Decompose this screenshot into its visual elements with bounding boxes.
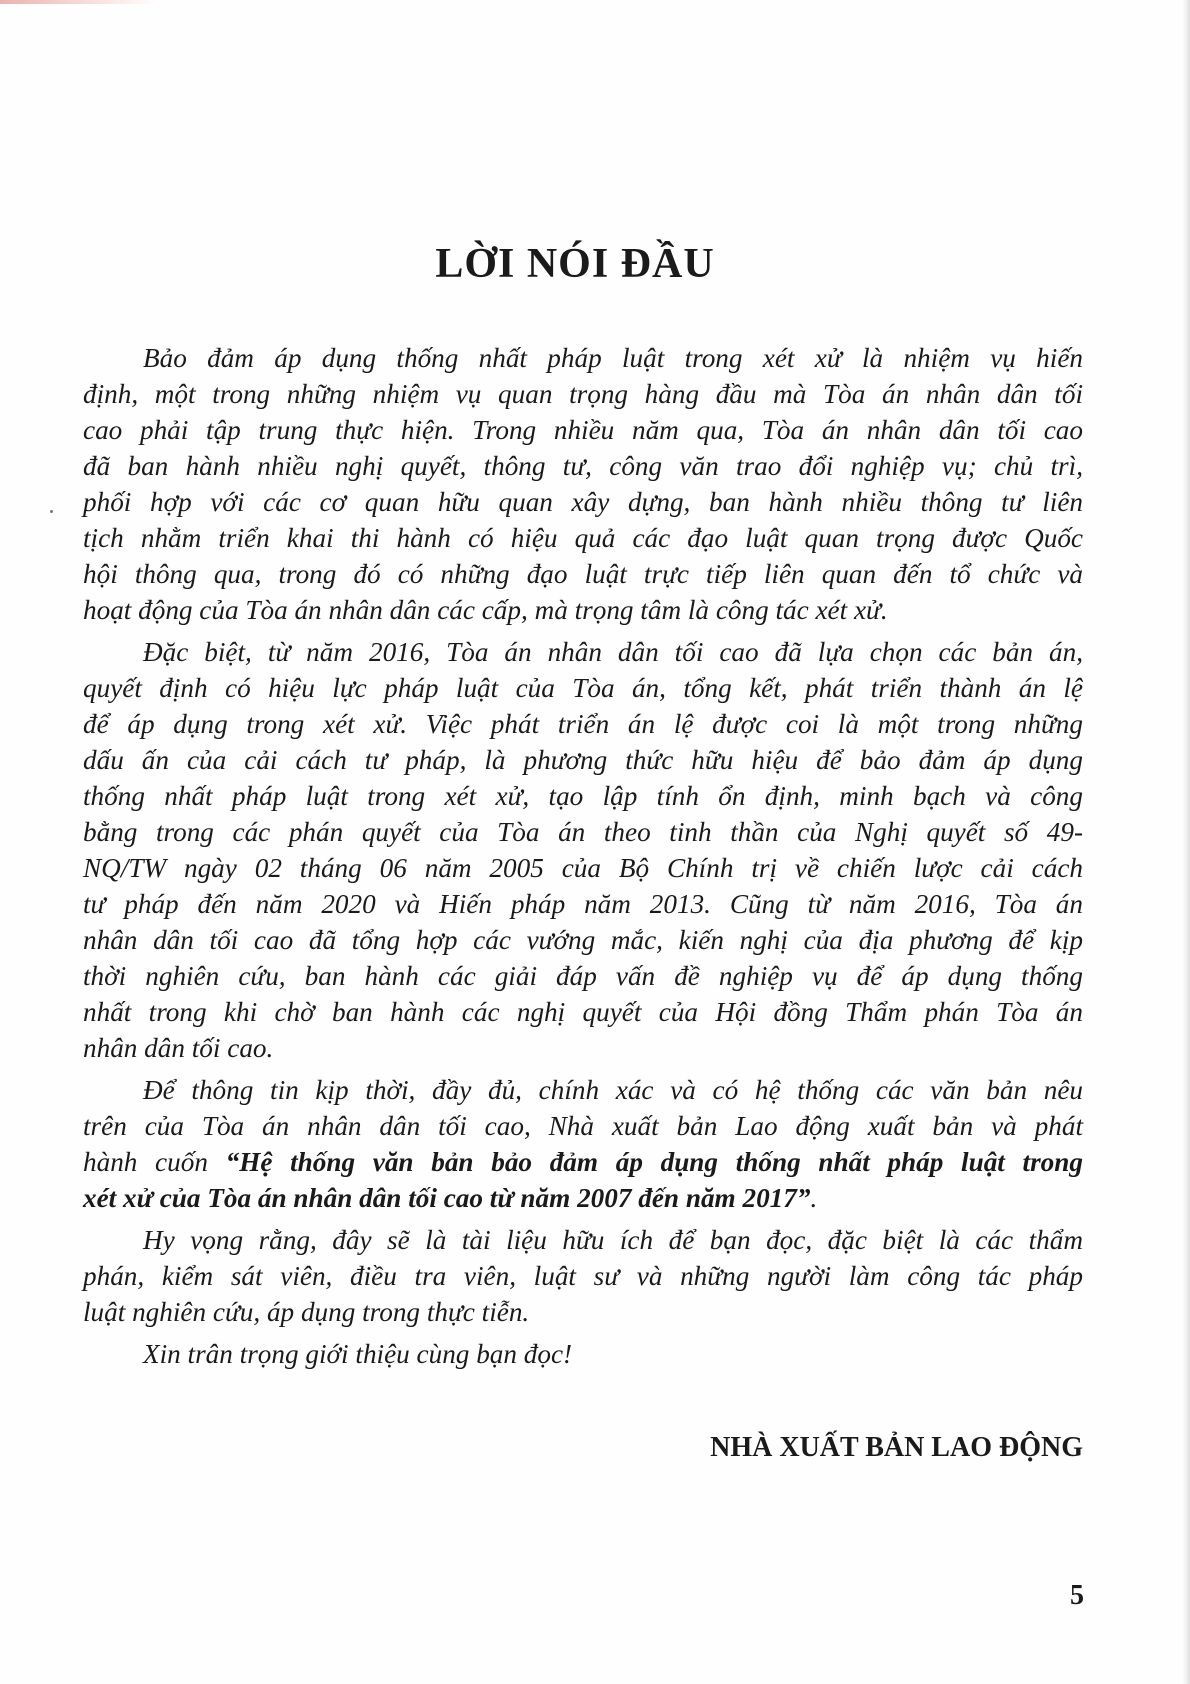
page-title: LỜI NÓI ĐẦU (435, 241, 715, 287)
text-line: nhân dân tối cao. (83, 1033, 274, 1063)
text-line: thống nhất pháp luật trong xét xử, tạo lập tính ổn định, minh bạch và công (83, 781, 1083, 811)
paragraph-1 (83, 340, 1083, 628)
page-top-edge (0, 0, 160, 4)
text-line: trên của Tòa án nhân dân tối cao, Nhà xuất bản Lao động xuất bản và phát (83, 1111, 1083, 1141)
text-line-mixed (83, 1144, 1083, 1180)
text-line: NQ/TW ngày 02 tháng 06 năm 2005 của Bộ Chính trị về chiến lược cải cách (83, 853, 1083, 883)
page-number: 5 (1070, 1580, 1084, 1611)
text-line: Đặc biệt, từ năm 2016, Tòa án nhân dân tối cao đã lựa chọn các bản án, (143, 637, 1083, 667)
text-line: Xin trân trọng giới thiệu cùng bạn đọc! (143, 1339, 573, 1369)
body-text (83, 340, 1083, 1372)
text-line: thời nghiên cứu, ban hành các giải đáp vấn đề nghiệp vụ để áp dụng thống (83, 961, 1083, 991)
text-line: tư pháp đến năm 2020 và Hiến pháp năm 2013. Cũng từ năm 2016, Tòa án (83, 889, 1083, 919)
text-line: phán, kiểm sát viên, điều tra viên, luật sư và những người làm công tác pháp (83, 1261, 1083, 1291)
text-line: phối hợp với các cơ quan hữu quan xây dựng, ban hành nhiều thông tư liên (83, 487, 1083, 517)
text-line: Bảo đảm áp dụng thống nhất pháp luật trong xét xử là nhiệm vụ hiến (143, 343, 1083, 373)
page-right-edge (1182, 0, 1190, 1684)
text-line: tịch nhằm triển khai thi hành có hiệu quả các đạo luật quan trọng được Quốc (83, 523, 1083, 553)
text-line: dấu ấn của cải cách tư pháp, là phương thức hữu hiệu để bảo đảm áp dụng (83, 745, 1083, 775)
text-line: hoạt động của Tòa án nhân dân các cấp, mà trọng tâm là công tác xét xử. (83, 595, 888, 625)
paragraph-2 (83, 634, 1083, 1066)
paragraph-3 (83, 1072, 1083, 1216)
publisher-signature: NHÀ XUẤT BẢN LAO ĐỘNG (710, 1432, 1083, 1463)
text-line: nhân dân tối cao đã tổng hợp các vướng mắc, kiến nghị của địa phương để kịp (83, 925, 1083, 955)
text-line: cao phải tập trung thực hiện. Trong nhiều năm qua, Tòa án nhân dân tối cao (83, 415, 1083, 445)
text-line: Hy vọng rằng, đây sẽ là tài liệu hữu ích để bạn đọc, đặc biệt là các thẩm (143, 1225, 1083, 1255)
book-title-part-1: “Hệ thống văn bản bảo đảm áp dụng thống nhất pháp luật trong (225, 1147, 1083, 1177)
text-line: hội thông qua, trong đó có những đạo luật trực tiếp liên quan đến tổ chức và (83, 559, 1083, 589)
paragraph-5 (143, 1336, 1083, 1372)
book-title-part-2: xét xử của Tòa án nhân dân tối cao từ năm 2007 đến năm 2017” (83, 1183, 811, 1213)
text-line: quyết định có hiệu lực pháp luật của Tòa án, tổng kết, phát triển thành án lệ (83, 673, 1083, 703)
text-fragment: hành cuốn (83, 1147, 226, 1177)
scan-speck (50, 510, 53, 513)
text-line: định, một trong những nhiệm vụ quan trọng hàng đầu mà Tòa án nhân dân tối (83, 379, 1083, 409)
text-fragment: . (810, 1183, 818, 1213)
text-line-bold (83, 1180, 1083, 1216)
text-line: bằng trong các phán quyết của Tòa án theo tinh thần của Nghị quyết số 49- (83, 817, 1083, 847)
text-line: để áp dụng trong xét xử. Việc phát triển án lệ được coi là một trong những (83, 709, 1083, 739)
text-line: luật nghiên cứu, áp dụng trong thực tiễn. (83, 1297, 530, 1327)
text-line: đã ban hành nhiều nghị quyết, thông tư, công văn trao đổi nghiệp vụ; chủ trì, (83, 451, 1083, 481)
text-line: nhất trong khi chờ ban hành các nghị quyết của Hội đồng Thẩm phán Tòa án (83, 997, 1083, 1027)
paragraph-4 (83, 1222, 1083, 1330)
text-line: Để thông tin kịp thời, đầy đủ, chính xác và có hệ thống các văn bản nêu (143, 1075, 1083, 1105)
